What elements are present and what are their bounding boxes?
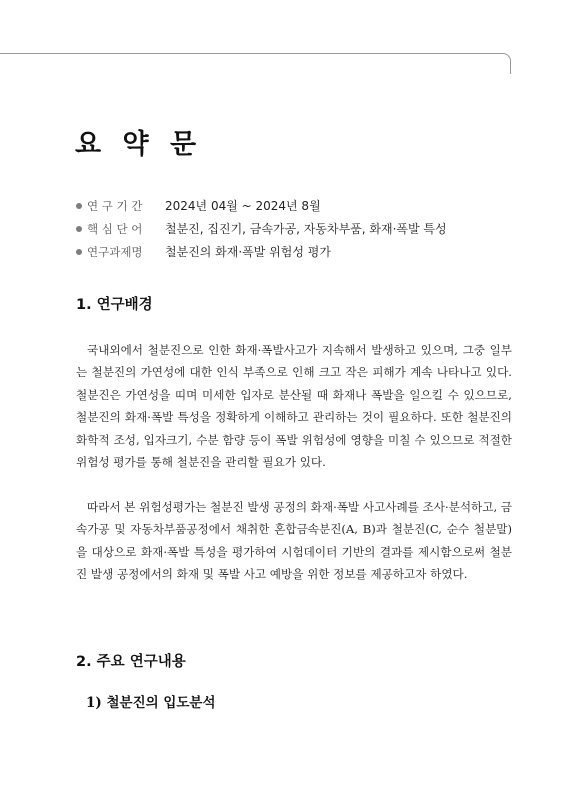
background-paragraph-1: 국내외에서 철분진으로 인한 화재·폭발사고가 지속해서 발생하고 있으며, 그중 일부는 철분진의 가연성에 대한 인식 부족으로 인해 크고 작은 피해가 계속 나타나고 있다. 철분진은 가연성을 띠며 미세한 입자로 분산될 때 화재나 폭발을 일으킬 수 있으므로, 철분진의 화재·폭발 특성을 정확하게 이해하고 관리하는 것이 필요하다. 또한 철분진의 화학적 조성, 입자크기, 수분 함량 등이 폭발 위험성에 영향을 미칠 수 있으므로 적절한 위험성 평가를 통해 철분진을 관리할 필요가 있다. (76, 343, 512, 470)
background-paragraph-2: 따라서 본 위험성평가는 철분진 발생 공정의 화재·폭발 사고사례를 조사·분석하고, 금속가공 및 자동차부품공정에서 채취한 혼합금속분진(A, B)과 철분진(C, 순수 철분말)을 대상으로 화재·폭발 특성을 평가하여 시험데이터 기반의 결과를 제시함으로써 철분진 발생 공정에서의 화재 및 폭발 사고 예방을 위한 정보를 제공하고자 하였다. (76, 500, 513, 582)
meta-value: 2024년 04월 ~ 2024년 8월 (165, 199, 321, 213)
meta-label: 연 구 기 간 (87, 198, 143, 213)
page-title: 요 약 문 (75, 129, 203, 160)
section-heading-background: 1. 연구배경 (76, 297, 153, 313)
meta-row-project (76, 240, 516, 263)
summary-meta (76, 194, 516, 263)
meta-value: 철분진, 집진기, 금속가공, 자동차부품, 화재·폭발 특성 (165, 222, 447, 236)
bullet-icon (76, 249, 82, 255)
section-heading-main-content: 2. 주요 연구내용 (76, 654, 186, 670)
meta-value: 철분진의 화재·폭발 위험성 평가 (165, 245, 331, 259)
page-frame-line (0, 53, 511, 74)
meta-row-keywords (76, 217, 516, 240)
bullet-icon (76, 226, 82, 232)
meta-label: 핵 심 단 어 (87, 221, 143, 236)
meta-label: 연구과제명 (87, 244, 143, 259)
bullet-icon (76, 203, 82, 209)
meta-row-period (76, 194, 516, 217)
subsection-heading: 1) 철분진의 입도분석 (86, 695, 216, 711)
